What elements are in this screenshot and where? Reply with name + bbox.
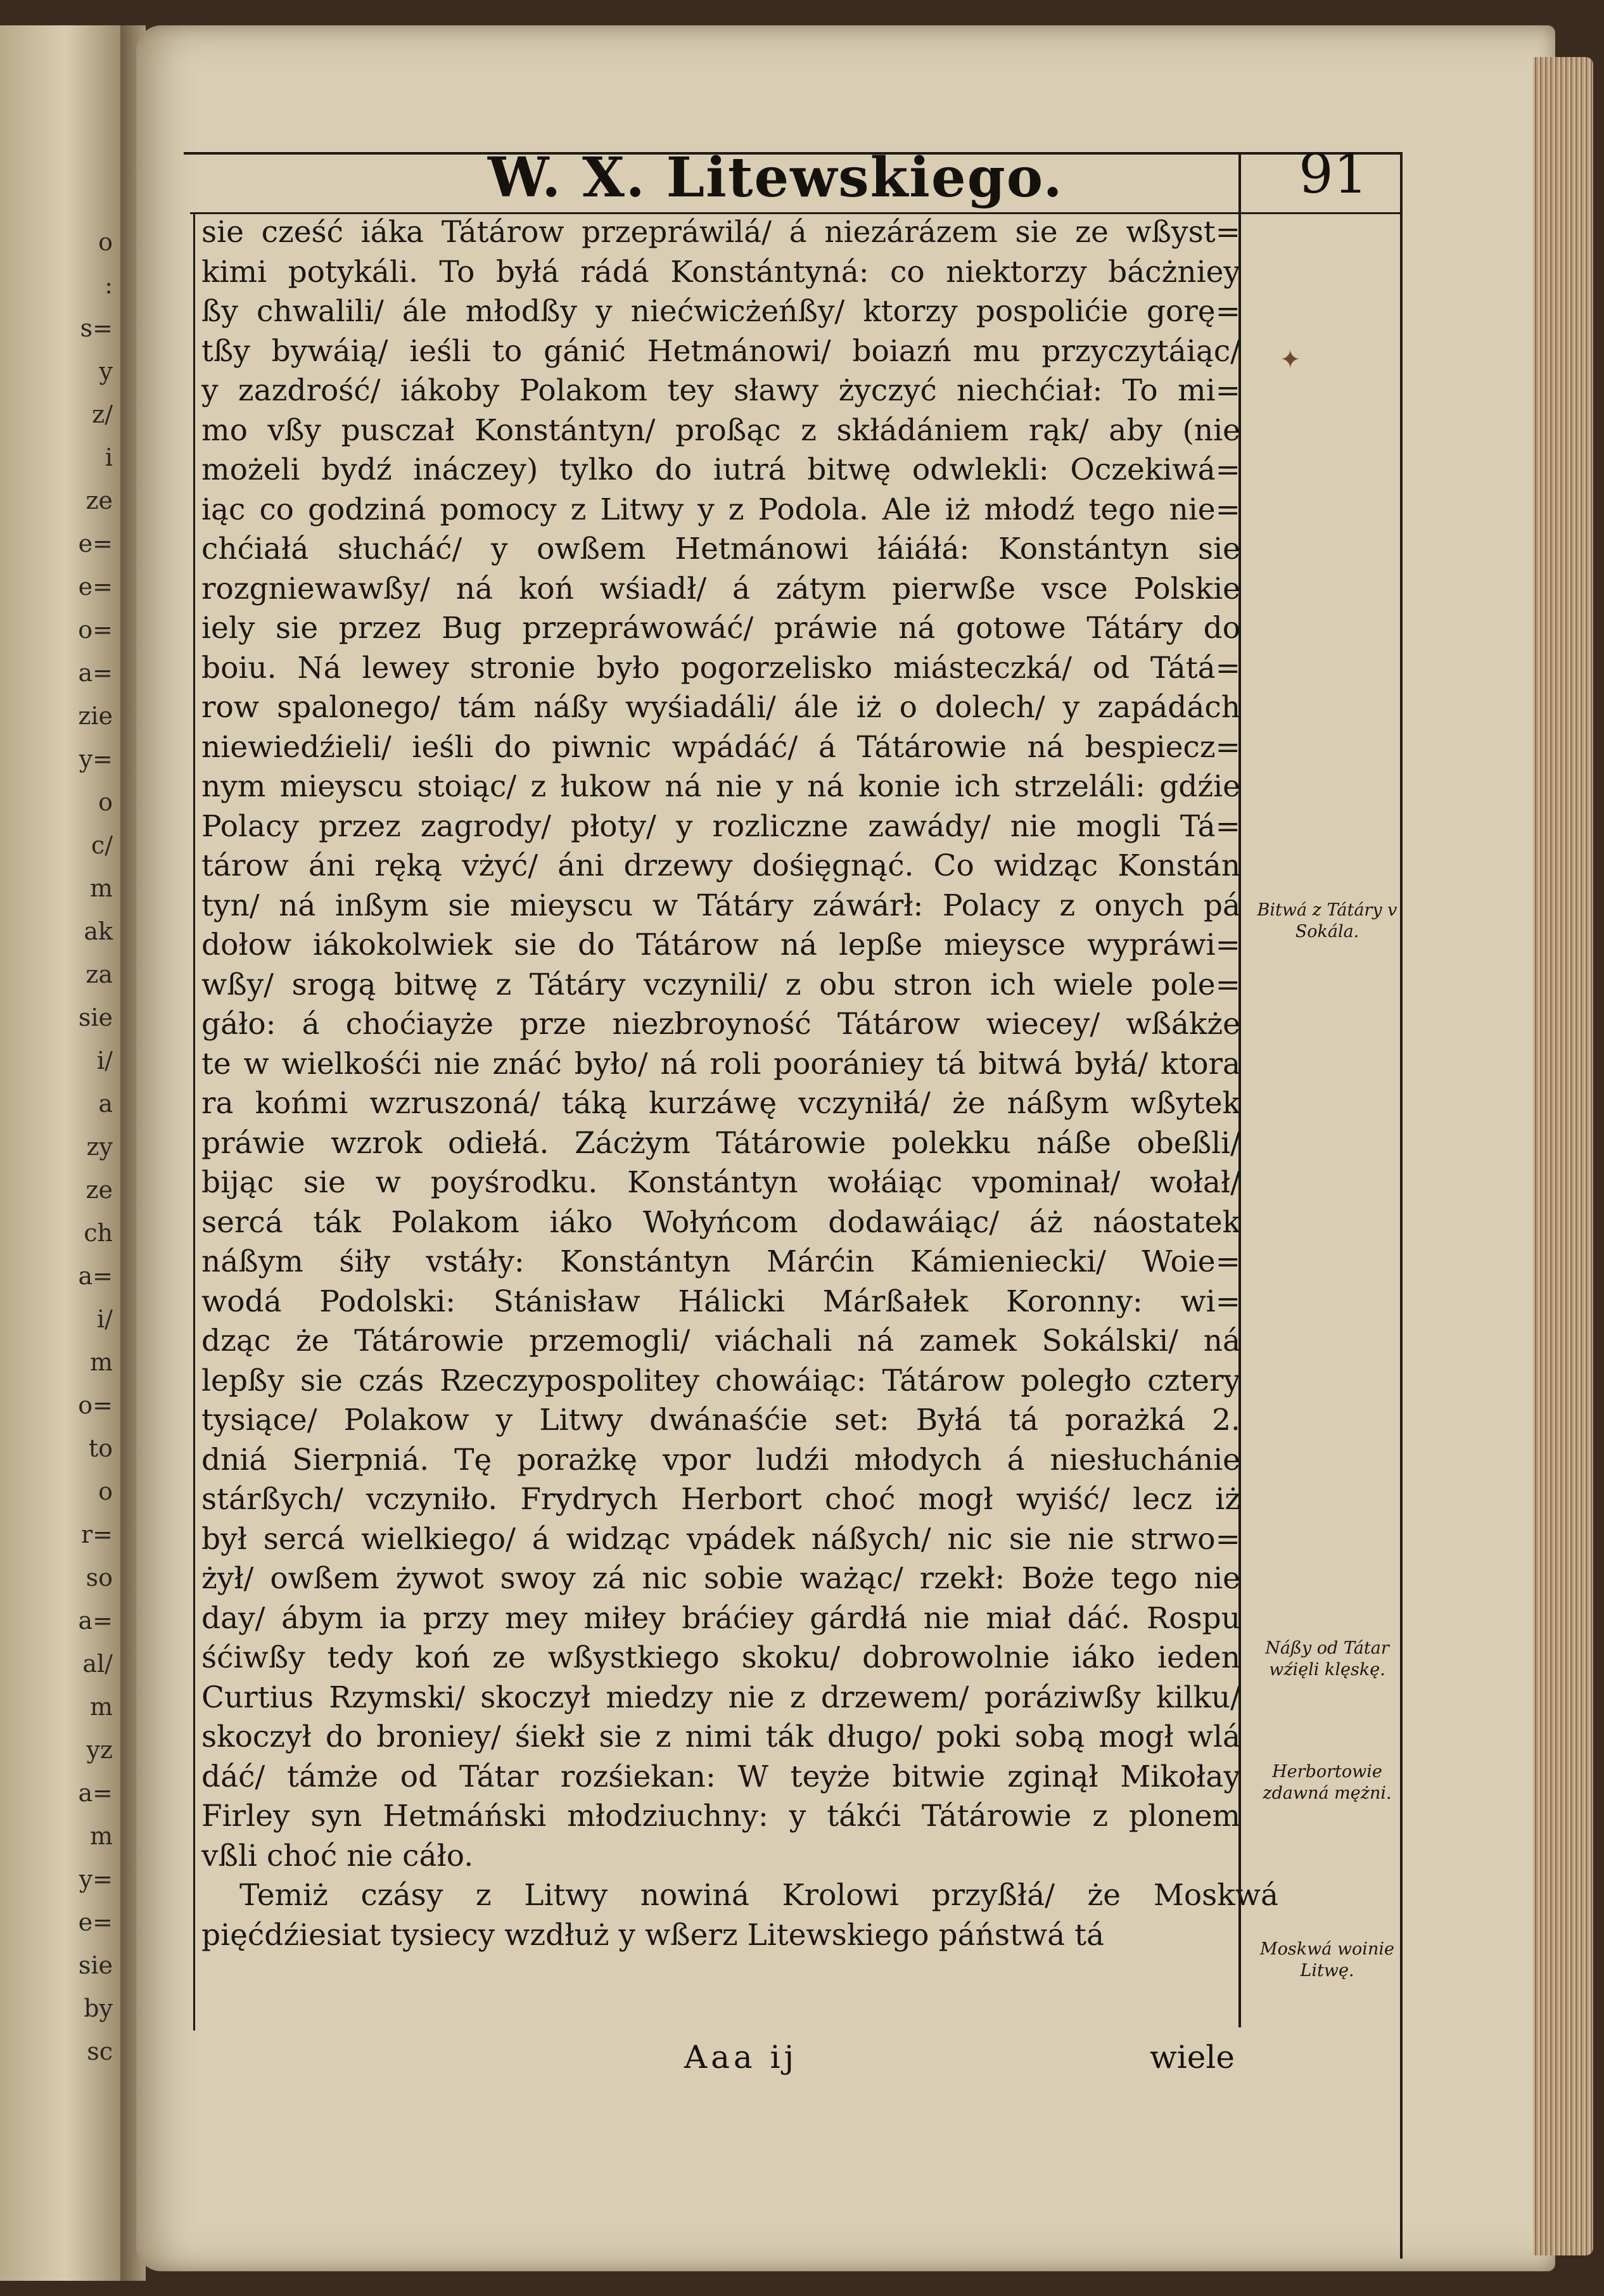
left-page-fragment: ch — [84, 1219, 113, 1247]
left-page-fragment: ze — [86, 487, 113, 514]
left-page-fragment: za — [86, 960, 113, 988]
left-page-fragment: r= — [80, 1521, 113, 1548]
text-line: y zazdrość/ iákoby Polakom tey sławy życzyć niechćiał: To mi= — [201, 374, 1240, 408]
text-line: Polacy przez zagrody/ płoty/ y rozliczne zawády/ nie mogli Tá= — [201, 809, 1240, 844]
left-page-fragment: : — [105, 271, 113, 299]
left-page-fragment: al/ — [82, 1650, 113, 1678]
left-page-edge — [0, 25, 120, 2281]
left-page-fragment: sc — [87, 2038, 113, 2065]
catchword: wiele — [1150, 2039, 1235, 2076]
left-page-fragment: y — [99, 357, 113, 385]
signature-mark: Aaa ij — [684, 2039, 798, 2076]
text-line: śćiwßy tedy koń ze wßystkiego skoku/ dobrowolnie iáko ieden — [201, 1641, 1240, 1675]
left-page-fragment: a= — [78, 1262, 113, 1290]
text-line: Temiż czásy z Litwy nowiná Krolowi przyßłá/ że Moskwá — [239, 1878, 1278, 1913]
left-page-fragment: a= — [78, 659, 113, 687]
text-line: gáło: á choćiayże prze niezbroyność Tátárow wiecey/ wßákże — [201, 1007, 1240, 1042]
left-page-fragment: o — [98, 228, 113, 256]
text-line: vßli choć nie cáło. — [201, 1839, 474, 1873]
text-line: lepßy sie czás Rzeczypospolitey chowáiąc: Tátárow poległo cztery — [201, 1363, 1240, 1398]
text-line: był sercá wielkiego/ á widząc vpádek náßych/ nic sie nie strwo= — [201, 1522, 1240, 1557]
text-line: niewiedźieli/ ieśli do piwnic wpádáć/ á Tátárowie ná bespiecz= — [201, 730, 1240, 765]
left-page-fragment: zie — [78, 702, 113, 730]
text-line: dołow iákokolwiek sie do Tátárow ná lepße mieysce wypráwi= — [201, 928, 1240, 962]
running-head-title: W. X. Litewskiego. — [488, 146, 1064, 210]
left-page-fragment: i/ — [97, 1047, 113, 1075]
text-line: dniá Sierpniá. Tę porażkę vpor ludźi młodych á niesłuchánie — [201, 1443, 1240, 1477]
text-line: tßy bywáią/ ieśli to gánić Hetmánowi/ boiazń mu przyczytáiąc/ — [201, 334, 1240, 369]
page-edges — [1533, 57, 1593, 2255]
text-line: dáć/ támże od Tátar rozśiekan: W teyże bitwie zginął Mikołay — [201, 1759, 1240, 1794]
body-top-rule — [190, 212, 1400, 214]
left-page-fragment: by — [84, 1994, 113, 2022]
text-line: práwie wzrok odiełá. Zácżym Tátárowie polekku náße obeßli/ — [201, 1126, 1240, 1161]
left-page-fragment: m — [89, 1348, 113, 1376]
text-line: day/ ábym ia przy mey miłey bráćiey gárdłá nie miał dáć. Rospu — [201, 1601, 1240, 1636]
text-line: te w wielkośći nie znáć było/ ná roli poorániey tá bitwá byłá/ ktora — [201, 1047, 1240, 1081]
left-page-fragment: c/ — [91, 831, 113, 859]
left-page-fragment: ak — [84, 917, 113, 945]
left-page-fragment: m — [89, 874, 113, 902]
text-line: nym mieyscu stoiąc/ z łukow ná nie y ná konie ich strzeláli: gdźie — [201, 770, 1240, 804]
left-page-fragment: e= — [78, 573, 113, 601]
text-line: mo vßy pusczał Konstántyn/ proßąc z skłádániem rąk/ aby (nie — [201, 413, 1240, 448]
text-line: iąc co godziná pomocy z Litwy y z Podola. Ale iż młodź tego nie= — [201, 492, 1240, 527]
text-line: náßym śiły vstáły: Konstántyn Márćin Kámieniecki/ Woie= — [201, 1245, 1240, 1279]
text-line: skoczył do broniey/ śiekł sie z nimi ták długo/ poki sobą mogł wlá — [201, 1720, 1240, 1754]
text-line: bijąc sie w poyśrodku. Konstántyn wołáiąc vpominał/ wołał/ — [201, 1166, 1240, 1200]
text-line: iely sie przez Bug przepráwowáć/ práwie ná gotowe Tátáry do — [201, 611, 1240, 646]
text-line: sie cześć iáka Tátárow przepráwilá/ á niezárázem sie ze wßyst= — [201, 215, 1240, 250]
text-line: wßy/ srogą bitwę z Tátáry vczynili/ z obu stron ich wiele pole= — [201, 967, 1240, 1002]
left-page-fragment: ze — [86, 1176, 113, 1204]
text-line: row spalonego/ tám náßy wyśiadáli/ ále iż o dolech/ y zapádách — [201, 691, 1240, 725]
text-line: ßy chwalili/ ále młodßy y niećwicżeńßy/ ktorzy pospolićie gorę= — [201, 295, 1240, 329]
left-page-fragment: sie — [78, 1951, 113, 1979]
page-number: 91 — [1299, 143, 1368, 206]
text-line: ra końmi wzruszoná/ táką kurzáwę vczyniłá/ że náßym wßytek — [201, 1087, 1240, 1121]
margin-note-moscow-war: Moskwá woinie Litwę. — [1260, 1939, 1394, 1980]
left-page-fragment: so — [86, 1564, 113, 1591]
left-page-fragment: o — [98, 788, 113, 816]
left-page-fragment: o= — [78, 1391, 113, 1419]
text-line: kimi potykáli. To byłá rádá Konstántyná: co niektorzy bácżniey — [201, 255, 1240, 290]
left-page-fragment: sie — [78, 1004, 113, 1031]
left-page-fragment: i/ — [97, 1305, 113, 1333]
text-line: dząc że Tátárowie przemogli/ viáchali ná zamek Sokálski/ ná — [201, 1324, 1240, 1358]
left-page-fragment: z/ — [92, 400, 113, 428]
text-line: Firley syn Hetmáński młodziuchny: y tákći Tátárowie z plonem — [201, 1799, 1240, 1834]
left-page-fragment: m — [89, 1693, 113, 1721]
left-page-fragment: o= — [78, 616, 113, 644]
text-line: Curtius Rzymski/ skoczył miedzy nie z drzewem/ poráziwßy kilku/ — [201, 1680, 1240, 1715]
left-page-fragment: y= — [79, 745, 113, 773]
left-page-fragment: a= — [78, 1607, 113, 1635]
text-line: możeli bydź ináczey) tylko do iutrá bitwę odwlekli: Oczekiwá= — [201, 453, 1240, 487]
text-line: stárßych/ vczyniło. Frydrych Herbort choć mogł wyiść/ lecz iż — [201, 1483, 1240, 1517]
text-line: tyn/ ná inßym sie mieyscu w Tátáry záwárł: Polacy z onych pá — [201, 888, 1240, 923]
text-line: chćiałá słucháć/ y owßem Hetmánowi łáiáłá: Konstántyn sie — [201, 532, 1240, 566]
text-line: rozgniewawßy/ ná koń wśiadł/ á zátym pierwße vsce Polskie — [201, 571, 1240, 606]
left-page-fragment: s= — [80, 314, 113, 342]
left-page-fragment: zy — [86, 1133, 113, 1161]
margin-note-defeat: Náßy od Tátar wźięli klęskę. — [1265, 1638, 1389, 1680]
left-page-fragment: yz — [86, 1736, 113, 1764]
text-line: tysiące/ Polakow y Litwy dwánaśćie set: Byłá tá porażká 2. — [201, 1403, 1240, 1438]
left-page-fragment: i — [105, 443, 113, 471]
text-line: boiu. Ná lewey stronie było pogorzelisko miásteczká/ od Tátá= — [201, 651, 1240, 686]
left-page-fragment: e= — [78, 530, 113, 558]
text-line: wodá Podolski: Stánisław Hálicki Márßałek Koronny: wi= — [201, 1284, 1240, 1319]
text-line: żył/ owßem żywot swoy zá nic sobie ważąc/ rzekł: Boże tego nie — [201, 1562, 1240, 1596]
left-page-fragment: m — [89, 1822, 113, 1850]
margin-note-battle-sokal: Bitwá z Tátáry v Sokála. — [1257, 900, 1397, 941]
text-line: tárow áni ręką vżyć/ áni drzewy dośięgnąć. Co widząc Konstán — [201, 849, 1240, 883]
left-page-fragment: y= — [79, 1865, 113, 1893]
ink-mark-icon: ✦ — [1280, 345, 1301, 374]
text-line: sercá ták Polakom iáko Wołyńcom dodawáiąc/ áż náostatek — [201, 1205, 1240, 1240]
margin-note-herbort: Herbortowie zdawná mężni. — [1263, 1762, 1392, 1803]
text-line: pięćdźiesiat tysiecy wzdłuż y wßerz Litewskiego páństwá tá — [201, 1918, 1104, 1953]
left-page-fragment: o — [98, 1477, 113, 1505]
left-page-fragment: a= — [78, 1779, 113, 1807]
left-page-fragment: to — [88, 1434, 113, 1462]
left-page-fragment: e= — [78, 1908, 113, 1936]
text-left-rule — [193, 212, 195, 2031]
left-page-fragment: a — [98, 1090, 113, 1118]
